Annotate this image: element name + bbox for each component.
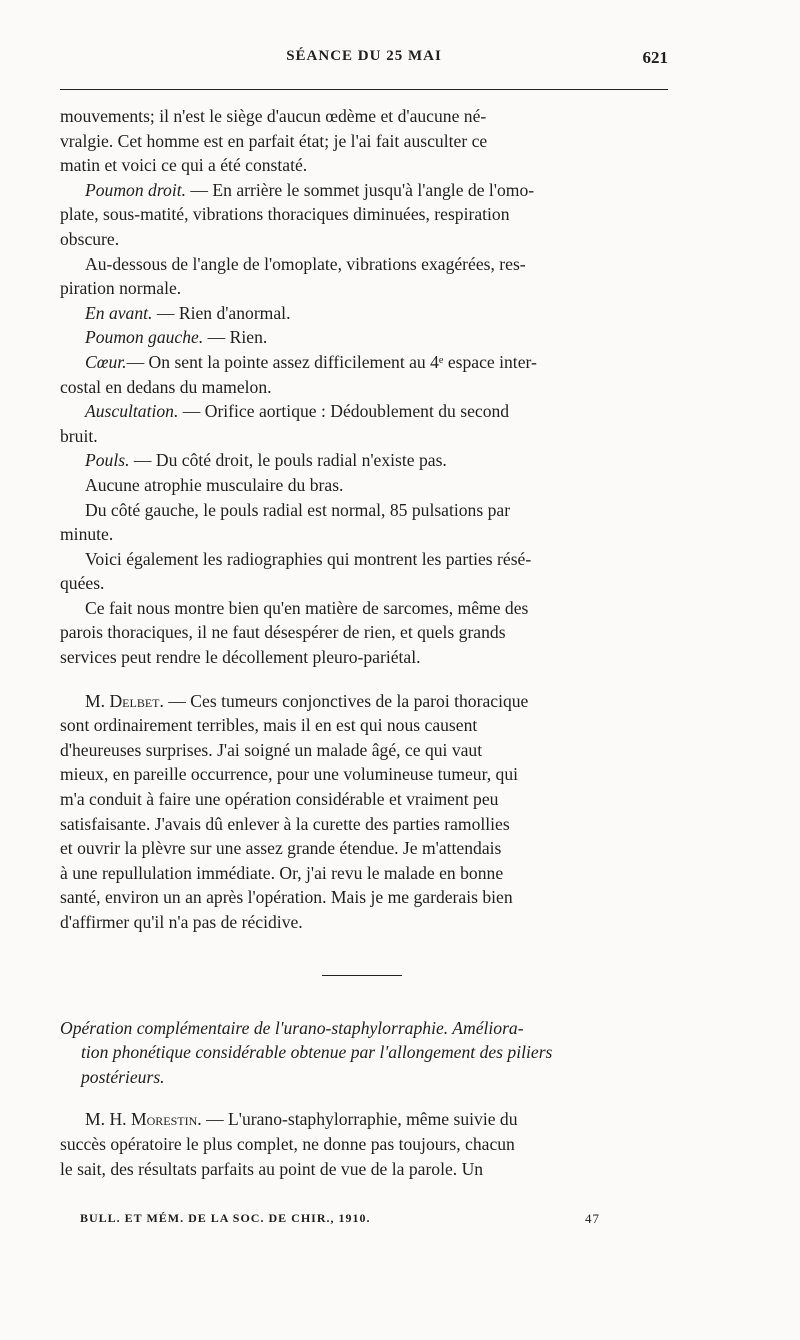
running-title: SÉANCE DU 25 MAI xyxy=(286,48,442,64)
text-line: obscure. xyxy=(60,228,120,249)
text-line: M. Delbet. — Ces tumeurs conjonctives de la paroi thoracique xyxy=(85,690,529,711)
text-line: satisfaisante. J'avais dû enlever à la curette des parties ramollies xyxy=(60,813,510,834)
signature-mark: 47 xyxy=(585,1211,600,1226)
text-line: services peut rendre le décollement pleuro-pariétal. xyxy=(60,647,421,668)
text-line: sont ordinairement terribles, mais il en est qui nous causent xyxy=(60,715,478,736)
page-number: 621 xyxy=(642,48,668,67)
text-line: d'affirmer qu'il n'a pas de récidive. xyxy=(60,912,303,932)
text-line: Du côté gauche, le pouls radial est normal, 85 pulsations par xyxy=(85,499,511,520)
text-line: Poumon gauche. — Rien. xyxy=(85,327,268,348)
text-line: Cœur.— On sent la pointe assez difficilement au 4ᵉ espace inter- xyxy=(85,351,537,372)
text-line: succès opératoire le plus complet, ne donne pas toujours, chacun xyxy=(60,1133,515,1154)
page-header xyxy=(60,48,668,78)
text-line: M. H. Morestin. — L'urano-staphylorraphie, même suivie du xyxy=(85,1109,518,1130)
text-line: vralgie. Cet homme est en parfait état; je l'ai fait ausculter ce xyxy=(60,130,488,151)
text-line: quées. xyxy=(60,573,105,594)
section-title-line: Opération complémentaire de l'urano-staphylorraphie. Améliora- xyxy=(60,1017,524,1038)
text-line: bruit. xyxy=(60,425,98,446)
text-line: mieux, en pareille occurrence, pour une volumineuse tumeur, qui xyxy=(60,764,519,785)
text-line: minute. xyxy=(60,524,114,545)
text-line: Au-dessous de l'angle de l'omoplate, vibrations exagérées, res- xyxy=(85,253,526,274)
section-title xyxy=(60,1016,664,1090)
text-line: m'a conduit à faire une opération considérable et vraiment peu xyxy=(60,789,499,810)
speaker-name: Delbet xyxy=(109,690,160,711)
journal-citation: BULL. ET MÉM. DE LA SOC. DE CHIR., 1910. xyxy=(80,1211,371,1225)
text-line: matin et voici ce qui a été constaté. xyxy=(60,155,308,176)
text-line: Aucune atrophie musculaire du bras. xyxy=(85,474,344,495)
text-line: d'heureuses surprises. J'ai soigné un malade âgé, ce qui vaut xyxy=(60,739,483,760)
page-body xyxy=(60,104,664,1181)
text-line: Auscultation. — Orifice aortique : Dédoublement du second xyxy=(85,401,510,422)
section-title-line: tion phonétique considérable obtenue par l'allongement des piliers xyxy=(81,1042,553,1063)
text-line: Pouls. — Du côté droit, le pouls radial n'existe pas. xyxy=(85,450,447,471)
header-rule xyxy=(60,89,668,90)
section-divider xyxy=(322,975,402,976)
text-line: costal en dedans du mamelon. xyxy=(60,376,272,397)
text-line: et ouvrir la plèvre sur une assez grande étendue. Je m'attendais xyxy=(60,838,502,859)
text-line: à une repullulation immédiate. Or, j'ai revu le malade en bonne xyxy=(60,862,504,883)
speaker-name: Morestin xyxy=(130,1109,198,1130)
text-line: santé, environ un an après l'opération. Mais je me garderais bien xyxy=(60,887,513,908)
text-line: En avant. — Rien d'anormal. xyxy=(85,302,291,323)
text-line: mouvements; il n'est le siège d'aucun œdème et d'aucune né- xyxy=(60,106,487,126)
text-line: plate, sous-matité, vibrations thoraciques diminuées, respiration xyxy=(60,204,510,225)
text-line: Ce fait nous montre bien qu'en matière de sarcomes, même des xyxy=(85,597,529,618)
section-title-line: postérieurs. xyxy=(81,1066,165,1087)
text-line: Poumon droit. — En arrière le sommet jusqu'à l'angle de l'omo- xyxy=(85,179,535,200)
text-line: Voici également les radiographies qui montrent les parties résé- xyxy=(85,548,532,569)
text-line: piration normale. xyxy=(60,278,182,299)
text-line: parois thoraciques, il ne faut désespérer de rien, et quels grands xyxy=(60,622,506,643)
text-line: le sait, des résultats parfaits au point de vue de la parole. Un xyxy=(60,1158,484,1179)
